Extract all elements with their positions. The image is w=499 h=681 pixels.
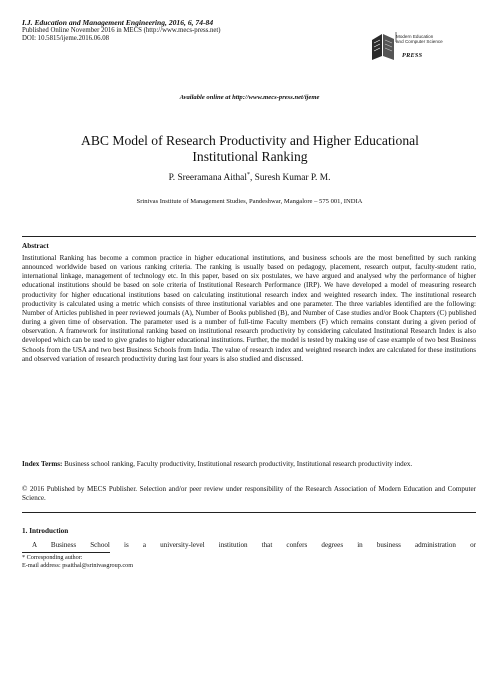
abstract-bottom-rule: [22, 512, 476, 513]
index-terms-label: Index Terms:: [22, 460, 63, 468]
corresponding-email[interactable]: E-mail address: psaithal@srinivasgroup.com: [22, 561, 134, 569]
affiliation: Srinivas Institute of Management Studies, Pandeshwar, Mangalore – 575 001, INDIA: [136, 198, 363, 205]
corresponding-mark: *: [246, 172, 250, 178]
copyright-notice: © 2016 Published by MECS Publisher. Selection and/or peer review under responsibility of the Research Association of Modern Education and Computer Science.: [22, 485, 476, 503]
author-list: P. Sreeramana Aithal*, Suresh Kumar P. M.: [168, 172, 331, 184]
footnote-rule: [22, 552, 110, 553]
abstract-top-rule: [22, 236, 476, 237]
logo-press: PRESS: [402, 52, 423, 59]
published-online[interactable]: Published Online November 2016 in MECS (http://www.mecs-press.net): [22, 27, 221, 34]
section-heading: 1. Introduction: [22, 527, 69, 535]
index-terms: Index Terms: Business school ranking, Faculty productivity, Institutional research productivity, Institutional research productivity index.: [22, 460, 413, 468]
abstract-text: Institutional Ranking has become a common practice in higher educational institutions, and business schools are the most benefitted by such ranking announced worldwide based on various ranking criteria. The ranking is usually based on pedagogy, placement, research output, faculty-student ratio, international linkage, management of technology etc. In this paper, based on six postulates, we have argued and analysed why the performance of higher educational institutions should be based on sole criteria of Institutional Research Performance (IRP). We have developed a model of measuring research productivity for higher educational institutions based on calculating institutional research index and weighted research index. The institutional research productivity is calculated using a metric which consists of three institutional variables and one parameter. The three variables identified are the following: Number of Articles published in peer reviewed journals (A), Number of Books published (B), and Number of Case studies and/or Book Chapters (C) published during a given time of observation. The parameter used is a number of full-time Faculty members (F) which remains constant during a given period of observation. A framework for institutional ranking based on institutional research productivity by considering calculated Institutional Research Index is also developed which can be used to give grades to higher educational institutions. Further, the model is tested by making use of case example of two best Business Schools from the USA and two best Business Schools from India. The value of research index and weighted research index are calculated for these institutions and observed variation of research productivity during last four years is also studied and discussed.: [22, 254, 476, 363]
available-online-link[interactable]: Available online at http://www.mecs-press.net/ijeme: [179, 94, 320, 101]
author-name: Suresh Kumar P. M.: [254, 173, 331, 184]
journal-citation: I.J. Education and Management Engineering, 2016, 6, 74-84: [22, 18, 214, 27]
footnote: * Corresponding author: E-mail address: psaithal@srinivasgroup.com: [22, 554, 134, 569]
introduction-text: A Business School is a university-level institution that confers degrees in business administration or: [32, 541, 476, 549]
logo-wordmark: Modern Education and Computer Science: [396, 34, 443, 45]
journal-header: [22, 18, 352, 44]
author-name: P. Sreeramana Aithal: [168, 173, 247, 184]
abstract-heading: Abstract: [22, 242, 49, 250]
doi[interactable]: DOI: 10.5815/ijeme.2016.06.08: [22, 35, 110, 43]
paper-title: ABC Model of Research Productivity and Higher Educational Institutional Ranking: [81, 133, 419, 165]
